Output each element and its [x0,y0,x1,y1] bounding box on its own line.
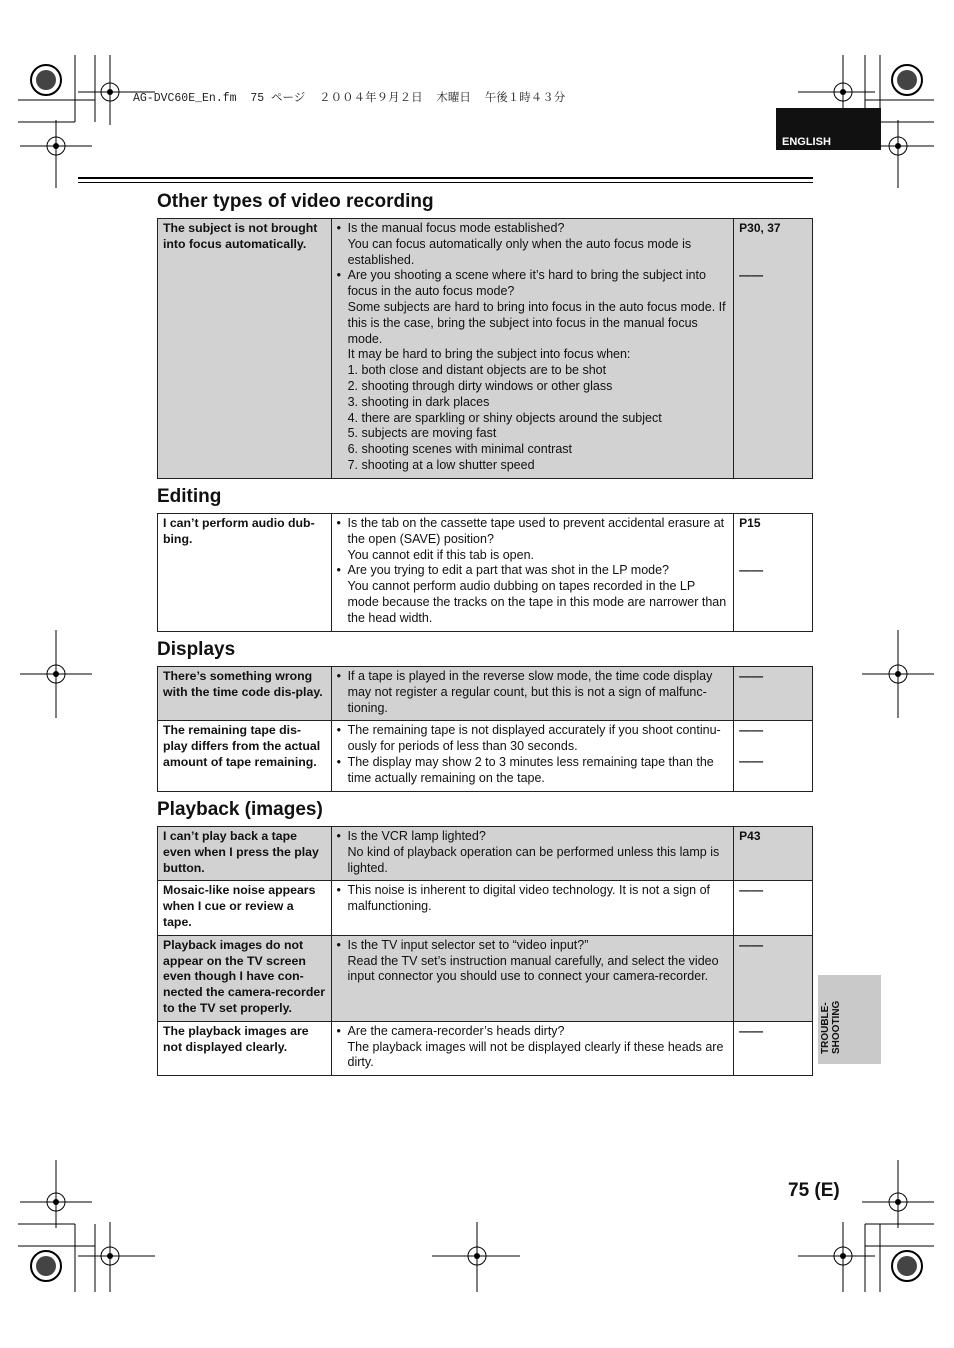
remedy-answer: You cannot edit if this tab is open. [347,547,534,562]
page-reference: —— [739,562,764,577]
remedy-question: • Are you trying to edit a part that was shot in the LP mode? [347,563,669,578]
remedy-item [337,1024,729,1071]
page-reference: —— [739,723,764,738]
remedy-item [337,755,729,787]
remedy-cell [331,514,734,632]
troubleshoot-table-displays [157,666,813,792]
table-row [158,935,813,1021]
symptom-cell: The subject is not brought into focus automatically. [158,219,332,479]
remedy-answer: No kind of playback operation can be performed unless this lamp is lighted. [347,844,720,875]
table-row [158,514,813,632]
list-item: 1. both close and distant objects are to be shot [347,363,607,378]
reference-cell [734,721,813,791]
remedy-answer: It may be hard to bring the subject into focus when: [347,347,631,362]
section-title-editing: Editing [157,486,222,507]
remedy-cell [331,1021,734,1075]
remedy-answer: You cannot perform audio dubbing on tapes recorded in the LP mode because the tracks on the tape in this mode are narrower than the head width. [347,579,727,625]
remedy-item [337,723,729,755]
file-header: AG-DVC60E_En.fm 75 ページ ２００４年９月２日 木曜日 午後１時４３分 [133,92,566,105]
language-label: ENGLISH [782,136,831,148]
page-reference: P15 [739,516,761,530]
page-reference: P43 [739,829,761,843]
symptom-cell: The playback images are not displayed clearly. [158,1021,332,1075]
symptom-cell: I can’t perform audio dub-bing. [158,514,332,632]
table-row [158,667,813,721]
symptom-cell: There’s something wrong with the time code dis-play. [158,667,332,721]
list-item: 4. there are sparkling or shiny objects around the subject [347,410,662,425]
symptom-cell: Playback images do not appear on the TV screen even though I have con-nected the camera-recorder to the TV set properly. [158,935,332,1021]
remedy-answer: You can focus automatically only when the auto focus mode is established. [347,236,692,267]
page-reference: —— [739,267,764,282]
reference-cell [734,514,813,632]
remedy-answer: Read the TV set’s instruction manual carefully, and select the video input connector you should use to connect your camera-recorder. [347,953,719,984]
symptom-cell: I can’t play back a tape even when I press the play button. [158,827,332,881]
remedy-question: • This noise is inherent to digital video technology. It is not a sign of malfunctioning. [347,883,710,914]
remedy-item [337,829,729,876]
remedy-item [337,516,729,563]
table-row [158,1021,813,1075]
table-row [158,827,813,881]
remedy-question: • Are the camera-recorder’s heads dirty? [347,1023,565,1038]
list-item: 7. shooting at a low shutter speed [347,457,535,472]
remedy-cell [331,219,734,479]
remedy-cell [331,721,734,791]
symptom-cell: The remaining tape dis-play differs from the actual amount of tape remaining. [158,721,332,791]
troubleshoot-table-other-recording [157,218,813,479]
remedy-item [337,563,729,626]
remedy-item [337,221,729,268]
remedy-question: • Is the TV input selector set to “video input?” [347,937,589,952]
section-title-displays: Displays [157,639,236,660]
troubleshoot-table-editing [157,513,813,632]
remedy-cell [331,881,734,935]
top-rule-thin [78,182,813,183]
top-rule [78,177,813,179]
remedy-question: • The display may show 2 to 3 minutes less remaining tape than the time actually remaining on the tape. [347,754,714,785]
language-tab [776,108,881,150]
remedy-cell [331,935,734,1021]
table-row [158,881,813,935]
page-number: 75 (E) [788,1180,840,1201]
reference-cell [734,935,813,1021]
troubleshoot-table-playback [157,826,813,1076]
remedy-question: • If a tape is played in the reverse slow mode, the time code display may not register a regular count, but this is not a sign of malfunc-tioning. [347,669,713,715]
list-item: 3. shooting in dark places [347,394,490,409]
symptom-cell: Mosaic-like noise appears when I cue or review a tape. [158,881,332,935]
remedy-item [337,883,729,915]
reference-cell [734,219,813,479]
page-reference: —— [739,1023,764,1038]
reference-cell [734,827,813,881]
remedy-answer: The playback images will not be displayed clearly if these heads are dirty. [347,1039,724,1070]
remedy-item [337,938,729,985]
remedy-question: • Is the tab on the cassette tape used to prevent accidental erasure at the open (SAVE) position? [347,516,725,546]
remedy-question: • Are you shooting a scene where it’s hard to bring the subject into focus in the auto focus mode? [347,268,706,299]
remedy-question: • Is the VCR lamp lighted? [347,829,486,843]
page-reference: P30, 37 [739,221,781,235]
page-reference: —— [739,754,764,769]
page-reference: —— [739,883,764,898]
remedy-item [337,669,729,716]
reference-cell [734,1021,813,1075]
side-tab-line: SHOOTING [831,1000,842,1054]
page-reference: —— [739,669,764,683]
section-side-tab [818,975,881,1064]
remedy-cell [331,667,734,721]
side-tab-line: TROUBLE- [820,1002,831,1054]
remedy-cell [331,827,734,881]
remedy-question: • The remaining tape is not displayed accurately if you shoot continu-ously for periods of less than 30 seconds. [347,723,721,754]
section-title-playback-images: Playback (images) [157,799,323,820]
side-tab-label [820,1001,842,1054]
list-item: 5. subjects are moving fast [347,426,497,441]
reference-cell [734,881,813,935]
list-item: 6. shooting scenes with minimal contrast [347,442,573,457]
table-row [158,219,813,479]
remedy-question: • Is the manual focus mode established? [347,221,565,235]
section-title-other-recording: Other types of video recording [157,191,434,212]
remedy-item [337,268,729,473]
page-reference: —— [739,937,764,952]
table-row [158,721,813,791]
list-item: 2. shooting through dirty windows or other glass [347,378,613,393]
remedy-answer: Some subjects are hard to bring into focus in the auto focus mode. If this is the case, bring the subject into focus in the manual focus mode. [347,299,726,346]
reference-cell [734,667,813,721]
